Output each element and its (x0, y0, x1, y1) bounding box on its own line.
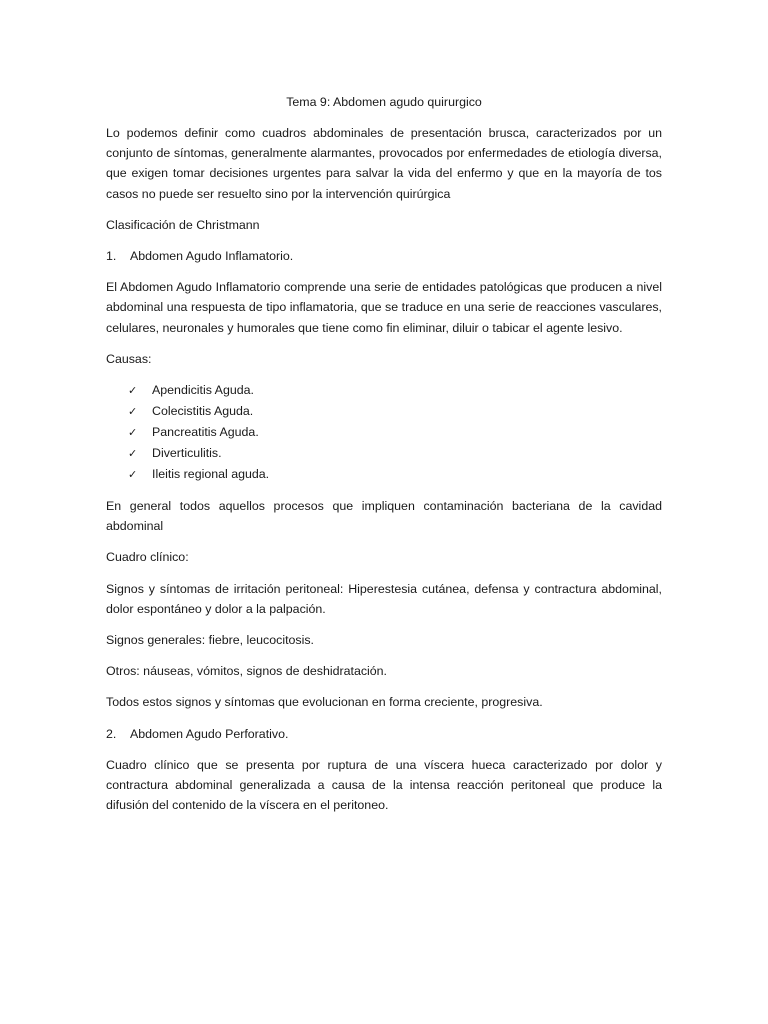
checkmark-icon: ✓ (128, 468, 138, 482)
evolution-paragraph: Todos estos signos y síntomas que evolucionan en forma creciente, progresiva. (106, 695, 543, 710)
signs-general-paragraph: Signos generales: fiebre, leucocitosis. (106, 633, 315, 648)
general-paragraph: En general todos aquellos procesos que impliquen contaminación bacteriana de la cavidad abdominal (106, 499, 662, 534)
others-paragraph: Otros: náuseas, vómitos, signos de deshidratación. (106, 664, 388, 679)
list-item (128, 380, 662, 401)
section-1-description: El Abdomen Agudo Inflamatorio comprende una serie de entidades patológicas que producen a nivel abdominal una respuesta de tipo inflamatoria, que se traduce en una serie de reacciones vasculares, celulares, neuronales y humorales que tiene como fin eliminar, diluir o tabicar el agente lesivo. (106, 280, 662, 335)
section-1-title: Abdomen Agudo Inflamatorio. (130, 249, 294, 264)
section-2-heading (106, 724, 662, 744)
signs-irritation-paragraph: Signos y síntomas de irritación peritoneal: Hiperestesia cutánea, defensa y contractura abdominal, dolor espontáneo y dolor a la palpación. (106, 581, 662, 616)
section-1-heading (106, 246, 662, 266)
cause-text: Pancreatitis Aguda. (152, 425, 259, 440)
section-2-title: Abdomen Agudo Perforativo. (130, 726, 289, 741)
cause-text: Colecistitis Aguda. (152, 404, 254, 419)
list-item (128, 422, 662, 443)
checkmark-icon: ✓ (128, 426, 138, 440)
list-item (128, 464, 662, 485)
checkmark-icon: ✓ (128, 447, 138, 461)
document-content (106, 92, 662, 826)
list-item (128, 401, 662, 422)
section-1-number: 1. (106, 249, 117, 264)
section-2-number: 2. (106, 726, 117, 741)
cause-text: Apendicitis Aguda. (152, 383, 254, 398)
checkmark-icon: ✓ (128, 384, 138, 398)
intro-paragraph: Lo podemos definir como cuadros abdominales de presentación brusca, caracterizados por un conjunto de síntomas, generalmente alarmantes, provocados por enfermedades de etiología diversa, que exigen tomar decisiones urgentes para salvar la vida del enfermo y que en la mayoría de tos casos no puede ser resuelto sino por la intervención quirúrgica (106, 126, 662, 201)
causes-label: Causas: (106, 351, 152, 366)
cause-text: Diverticulitis. (152, 446, 222, 461)
checkmark-icon: ✓ (128, 405, 138, 419)
list-item (128, 443, 662, 464)
document-title: Tema 9: Abdomen agudo quirurgico (286, 95, 482, 109)
causes-list (106, 380, 662, 485)
clinical-label: Cuadro clínico: (106, 550, 189, 565)
section-2-description: Cuadro clínico que se presenta por ruptura de una víscera hueca caracterizado por dolor y contractura abdominal generalizada a causa de la intensa reacción peritoneal que produce la difusión del contenido de la víscera en el peritoneo. (106, 757, 662, 813)
classification-heading: Clasificación de Christmann (106, 217, 260, 232)
cause-text: Ileitis regional aguda. (152, 467, 270, 482)
